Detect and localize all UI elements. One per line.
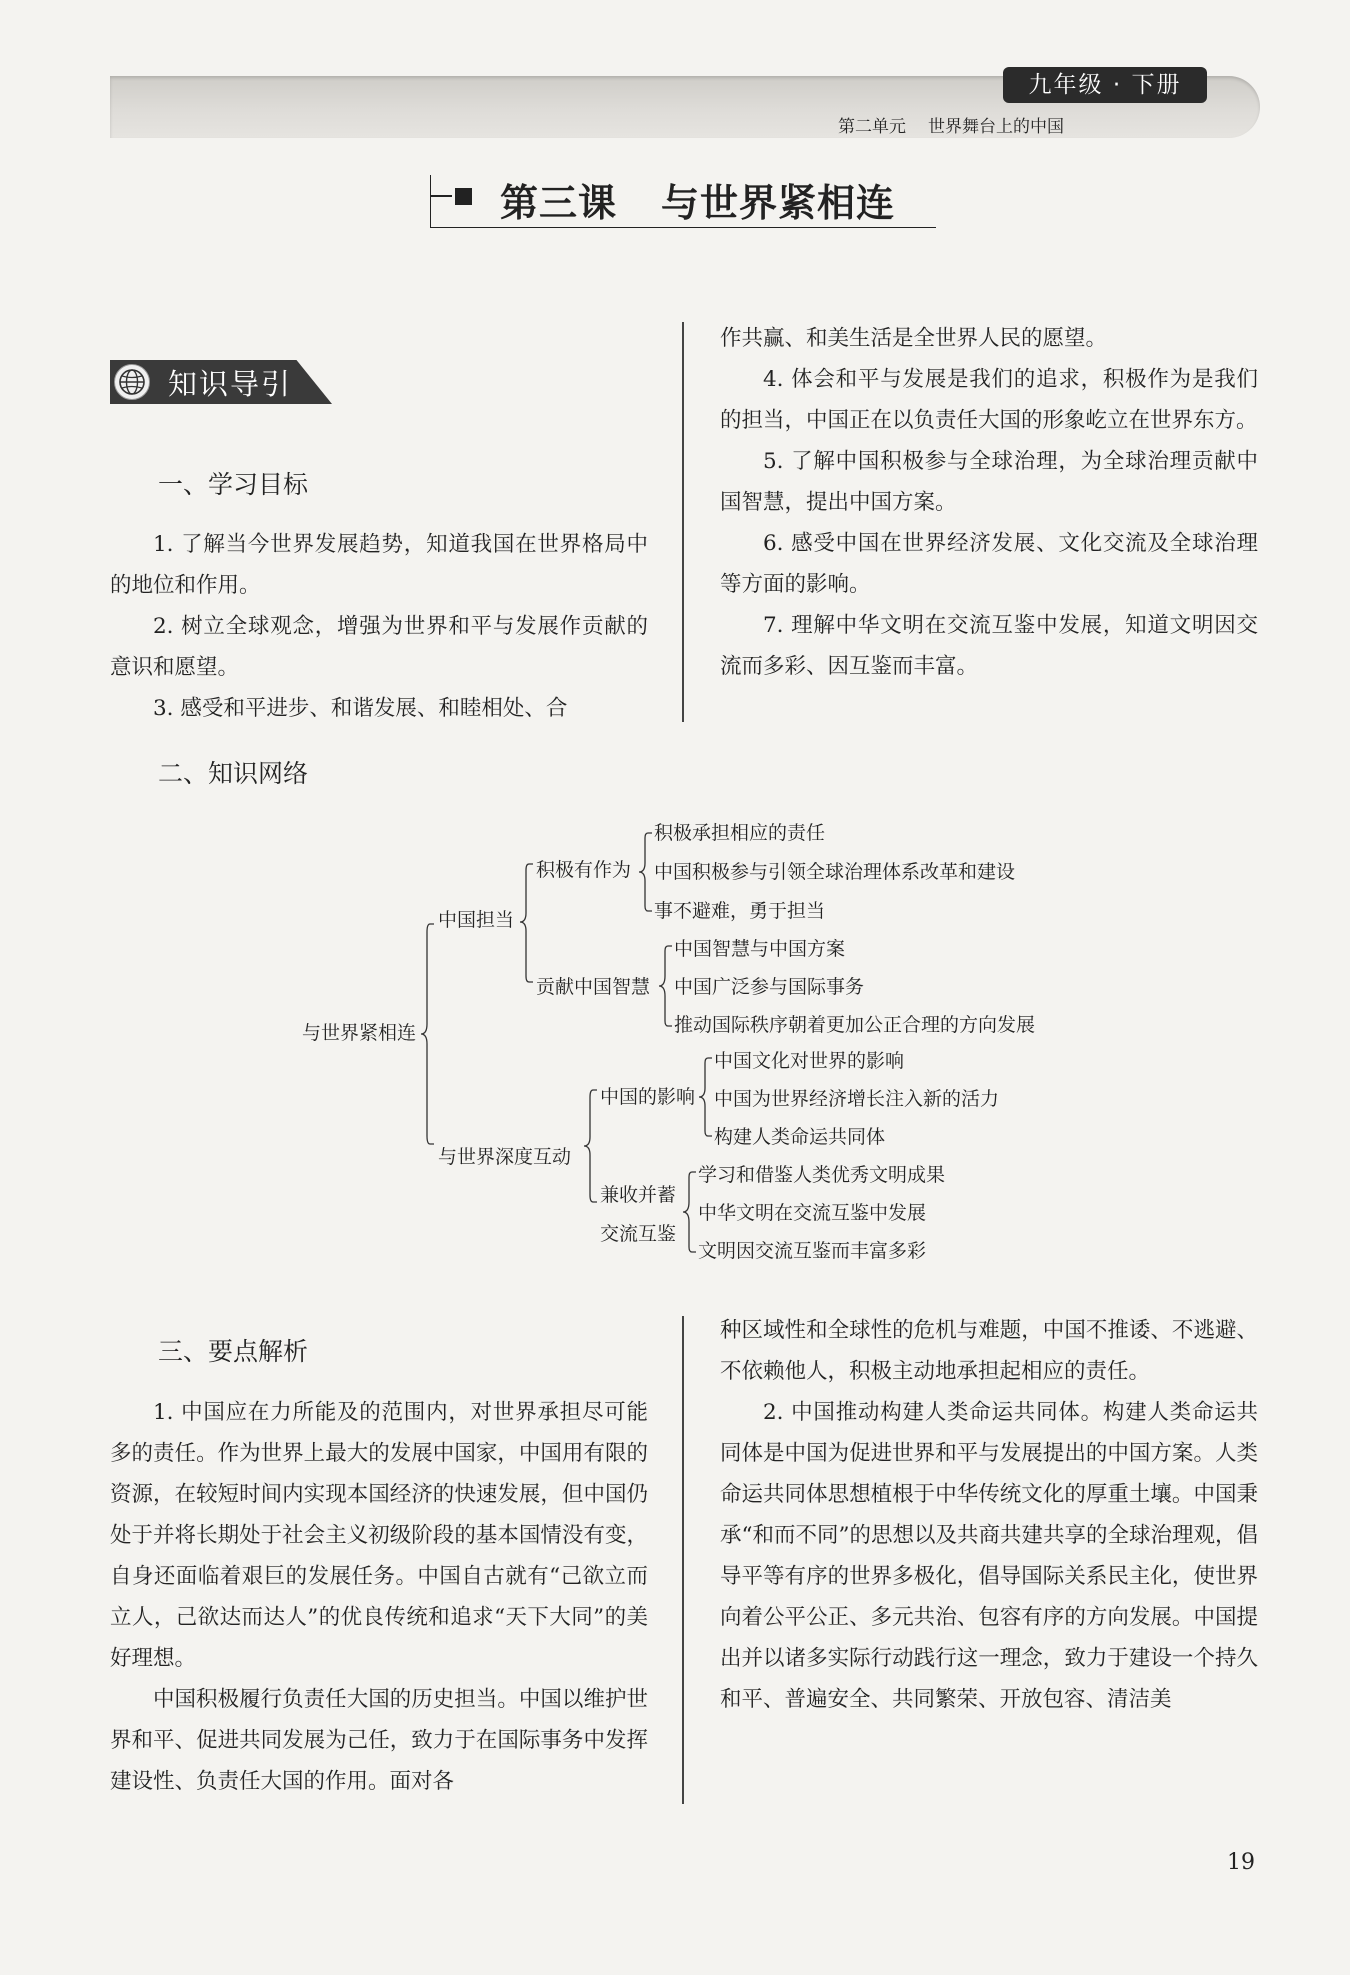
lesson-title [500,172,895,227]
analysis-point-1b: 中国积极履行负责任大国的历史担当。中国以维护世界和平、促进共同发展为己任，致力于在国际事务中发挥建设性、负责任大国的作用。面对各 [110,1687,648,1794]
tree-node-china-influence: 中国的影响 [600,1086,696,1108]
globe-icon [114,364,150,400]
section3-left-column [110,1392,648,1802]
tree-leaf: 积极承担相应的责任 [654,822,826,844]
tree-leaf: 事不避难，勇于担当 [654,900,826,922]
tree-node-active-action: 积极有作为 [536,859,632,881]
objective-6: 6. 感受中国在世界经济发展、文化交流及全球治理等方面的影响。 [720,531,1258,597]
unit-label [838,112,1064,137]
objective-7: 7. 理解中华文明在交流互鉴中发展，知道文明因交流而多彩、因互鉴而丰富。 [720,613,1258,679]
tree-leaf: 文明因交流互鉴而丰富多彩 [698,1240,927,1262]
page-number: 19 [1227,1850,1255,1875]
objective-3: 3. 感受和平进步、和谐发展、和睦相处、合 [153,696,568,721]
section1-right-column [720,318,1258,687]
unit-title: 世界舞台上的中国 [928,117,1064,137]
tree-node-exchange: 交流互鉴 [600,1223,677,1245]
tree-leaf: 学习和借鉴人类优秀文明成果 [698,1164,946,1186]
grade-label: 九年级 · 下册 [1003,67,1207,103]
tree-branch-china-responsibility: 中国担当 [438,909,515,931]
lesson-title-dash [430,195,452,197]
analysis-point-2: 2. 中国推动构建人类命运共同体。构建人类命运共同体是中国为促进世界和平与发展提出的中国方案。人类命运共同体思想植根于中华传统文化的厚重土壤。中国秉承“和而不同”的思想以及共商共建共享的全球治理观，倡导平等有序的世界多极化，倡导国际关系民主化，使世界向着公平公正、多元共治、包容有序的方向发展。中国提出并以诸多实际行动践行这一理念，致力于建设一个持久和平、普遍安全、共同繁荣、开放包容、清洁美 [720,1400,1258,1712]
analysis-point-1b-continued: 种区域性和全球性的危机与难题，中国不推诿、不逃避、不依赖他人，积极主动地承担起相应的责任。 [720,1318,1258,1384]
tree-leaf: 中国积极参与引领全球治理体系改革和建设 [654,861,1016,883]
column-divider [682,322,684,722]
tree-leaf: 中国智慧与中国方案 [674,938,846,960]
tree-leaf: 中国为世界经济增长注入新的活力 [714,1088,1000,1110]
tree-leaf: 中国文化对世界的影响 [714,1050,905,1072]
banner-label: 知识导引 [168,367,293,401]
analysis-point-1: 1. 中国应在力所能及的范围内，对世界承担尽可能多的责任。作为世界上最大的发展中国家，中国用有限的资源，在较短时间内实现本国经济的快速发展，但中国仍处于并将长期处于社会主义初级阶段的基本国情没有变，自身还面临着艰巨的发展任务。中国自古就有“己欲立而立人，己欲达而达人”的优良传统和追求“天下大同”的美好理想。 [110,1400,648,1671]
column-divider [682,1316,684,1804]
section1-left-column [110,524,648,729]
lesson-name: 与世界紧相连 [661,180,896,225]
tree-branch-deep-interaction: 与世界深度互动 [438,1146,572,1168]
tree-node-china-wisdom: 贡献中国智慧 [536,976,651,998]
unit-number: 第二单元 [838,117,906,137]
section3-right-column [720,1310,1258,1720]
tree-leaf: 推动国际秩序朝着更加公正合理的方向发展 [674,1014,1036,1036]
tree-root: 与世界紧相连 [302,1022,417,1044]
section2-heading: 二、知识网络 [158,759,309,788]
tree-leaf: 中华文明在交流互鉴中发展 [698,1202,927,1224]
lesson-number: 第三课 [500,180,618,225]
objective-1: 1. 了解当今世界发展趋势，知道我国在世界格局中的地位和作用。 [110,532,648,598]
section3-heading: 三、要点解析 [158,1337,309,1366]
tree-leaf: 构建人类命运共同体 [714,1126,886,1148]
objective-4: 4. 体会和平与发展是我们的追求，积极作为是我们的担当，中国正在以负责任大国的形象屹立在世界东方。 [720,367,1258,433]
objective-5: 5. 了解中国积极参与全球治理，为全球治理贡献中国智慧，提出中国方案。 [720,449,1258,515]
tree-leaf: 中国广泛参与国际事务 [674,976,865,998]
objective-2: 2. 树立全球观念，增强为世界和平与发展作贡献的意识和愿望。 [110,614,648,680]
lesson-title-square-icon [455,188,472,205]
section1-heading: 一、学习目标 [158,470,309,499]
tree-node-inclusive: 兼收并蓄 [600,1184,677,1206]
objective-3-continued: 作共赢、和美生活是全世界人民的愿望。 [720,326,1108,351]
